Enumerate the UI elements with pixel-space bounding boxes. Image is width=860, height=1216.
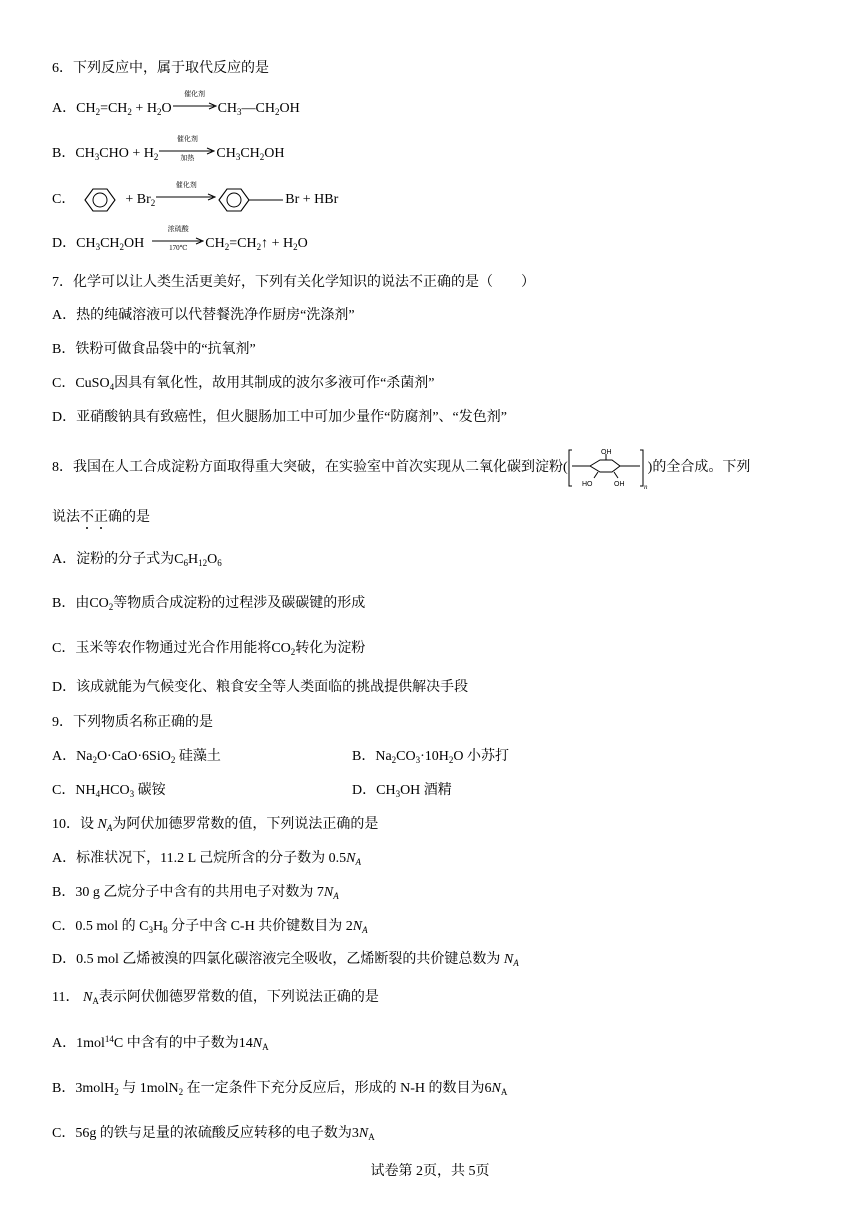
q10-stem — [52, 815, 378, 835]
formula-text: CH — [76, 101, 96, 116]
q11-option-b[interactable]: B．3molH$_2$ 与 1molN$_2$ 在一定条件下充分反应后，形成的 N-H 的数目为$6N_A$ — [52, 1081, 508, 1097]
option-text: H — [152, 919, 164, 934]
avogadro-subscript: A — [500, 1087, 508, 1097]
q8-option-d[interactable]: D．该成就能为气候变化、粮食安全等人类面临的挑战提供解决手段 — [52, 680, 469, 695]
option-text: 硅藻土 — [175, 749, 221, 764]
page-footer: 试卷第 2页，共 5页 — [370, 1164, 490, 1179]
stem-text: 10．设 — [52, 817, 98, 832]
option-text: C．0.5 mol 的 C — [52, 919, 149, 934]
subscript: 6 — [217, 558, 222, 568]
avogadro-symbol: N — [352, 919, 363, 934]
superscript: 14 — [104, 1034, 114, 1044]
stem-text: )的全合成。下列 — [647, 460, 751, 476]
subscript: 6 — [183, 558, 188, 568]
bromobenzene-ring-icon — [217, 188, 285, 212]
avogadro-symbol: N — [491, 1081, 501, 1096]
option-text: O 小苏打 — [453, 749, 510, 764]
avogadro-symbol: N — [346, 851, 356, 866]
avogadro-subscript: A — [362, 925, 368, 935]
avogadro-subscript: A — [106, 823, 113, 833]
q7-option-a[interactable]: A．热的纯碱溶液可以代替餐洗净作厨房“洗涤剂” — [52, 308, 355, 323]
option-text: B．30 g 乙烷分子中含有的共用电子对数为 7 — [52, 885, 324, 900]
formula-text: O — [297, 236, 308, 251]
q10-option-b[interactable] — [52, 883, 339, 903]
q10-option-d[interactable] — [52, 950, 519, 970]
starch-label: OH — [613, 481, 625, 488]
reaction-arrow — [152, 225, 204, 252]
avogadro-symbol: N — [82, 990, 93, 1005]
option-text: O — [207, 552, 218, 567]
q8-option-c[interactable]: C．玉米等农作物通过光合作用能将$CO_2$转化为淀粉 — [52, 641, 366, 657]
option-text: A．淀粉的分子式为C — [52, 552, 184, 567]
starch-label: n — [643, 483, 648, 490]
option-text: C 中含有的中子数为14 — [113, 1036, 253, 1051]
q6-option-c[interactable]: C． + $Br_2$ 催化剂 Br + HBr — [52, 188, 338, 212]
q11-option-a[interactable] — [52, 1034, 269, 1054]
avogadro-symbol: N — [503, 952, 514, 967]
option-text: B．由CO — [52, 596, 109, 611]
option-text: C．NH — [52, 783, 96, 798]
q7-stem: 7．化学可以让人类生活更美好，下列有关化学知识的说法不正确的是（ ） — [52, 275, 535, 290]
avogadro-subscript: A — [513, 958, 519, 968]
avogadro-symbol: N — [252, 1036, 263, 1051]
option-text: OH 酒精 — [400, 783, 452, 798]
avogadro-subscript: A — [355, 857, 361, 867]
formula-text: CHO + H — [99, 146, 154, 161]
q6-option-b[interactable]: B．$CH_3CHO + H_2$ 催化剂 加热 $CH_3CH_2OH$ — [52, 135, 285, 162]
subscript: 12 — [198, 558, 208, 568]
option-text: A．标准状况下，11.2 L 己烷所含的分子数为 0.5 — [52, 851, 347, 866]
option-text: C．玉米等农作物通过光合作用能将CO — [52, 641, 291, 656]
stem-text: 11． — [52, 990, 80, 1005]
q6-option-a[interactable]: A．$CH_2=CH_2 + H_2O$ 催化剂 $CH_3—CH_2OH$ — [52, 90, 300, 117]
formula-text: + H — [131, 101, 157, 116]
q9-stem: 9．下列物质名称正确的是 — [52, 715, 213, 730]
formula-text: CH — [75, 146, 95, 161]
benzene-ring-icon — [75, 188, 125, 212]
q9-option-b[interactable]: B．$Na_2CO_3\cdot 10H_2O$ 小苏打 — [352, 749, 510, 765]
option-text: 转化为淀粉 — [295, 641, 366, 656]
q6-option-d[interactable]: D．$CH_3CH_2OH$ 浓硫酸 170℃ $CH_2=CH_2↑ + H_2O$ — [52, 225, 308, 252]
option-text: CO — [396, 749, 416, 764]
formula-text: =CH — [100, 101, 128, 116]
option-text: A．1mol — [52, 1036, 105, 1051]
formula-text: CH — [100, 236, 120, 251]
arrow-condition: 催化剂 — [175, 181, 197, 190]
emphasis-text: 正 — [94, 510, 108, 525]
arrow-condition: 加热 — [180, 154, 195, 162]
arrow-condition: 催化剂 — [184, 90, 206, 98]
emphasis-text: 不 — [80, 510, 94, 525]
formula-text: CH — [240, 146, 260, 161]
formula-text: CH — [205, 236, 225, 251]
avogadro-symbol: N — [97, 817, 107, 832]
q8-stem-cont — [52, 508, 150, 528]
q7-option-c[interactable]: C．CuSO$_4$因具有氧化性，故用其制成的波尔多液可作“杀菌剂” — [52, 376, 435, 392]
arrow-condition: 催化剂 — [176, 135, 198, 143]
formula-text: CH — [216, 146, 236, 161]
option-text: 分子中含 C-H 共价键数目为 2 — [167, 919, 353, 934]
stem-text: 为阿伏加德罗常数的值，下列说法正确的是 — [112, 817, 379, 832]
q6-stem: 6．下列反应中，属于取代反应的是 — [52, 61, 269, 76]
formula-text: Br + HBr — [285, 192, 339, 208]
option-text: C．CuSO — [52, 376, 110, 391]
avogadro-subscript: A — [92, 996, 99, 1006]
formula-text: + Br — [125, 192, 151, 208]
q9-option-c[interactable]: C．$NH_4HCO_3$ 碳铵 — [52, 783, 166, 799]
option-text: O·CaO·6SiO — [96, 749, 171, 764]
option-text: 等物质合成淀粉的过程涉及碳碳键的形成 — [113, 596, 366, 611]
q10-option-a[interactable] — [52, 849, 361, 869]
reaction-arrow — [173, 90, 217, 113]
formula-text: ↑ + H — [261, 236, 294, 251]
q10-option-c[interactable]: C．0.5 mol 的 $C_3H_8$ 分子中含 C-H 共价键数目为 $2N_A$ — [52, 919, 368, 935]
option-text: C．56g 的铁与足量的浓硫酸反应转移的电子数为3 — [52, 1126, 359, 1141]
formula-text: —CH — [241, 101, 275, 116]
formula-text: CH — [217, 101, 238, 116]
option-text: D．CH — [352, 783, 396, 798]
formula-text: OH — [124, 236, 145, 251]
avogadro-symbol: N — [358, 1126, 369, 1141]
q8-option-b[interactable]: B．由$CO_2$等物质合成淀粉的过程涉及碳碳键的形成 — [52, 596, 366, 612]
avogadro-subscript: A — [333, 891, 339, 901]
option-label: C． — [52, 192, 76, 208]
stem-text: 表示阿伏伽德罗常数的值，下列说法正确的是 — [98, 990, 379, 1005]
formula-text: O — [161, 101, 172, 116]
reaction-arrow — [159, 135, 215, 162]
option-text: 与 1molN — [118, 1081, 179, 1096]
option-text: B．Na — [352, 749, 392, 764]
option-label: B． — [52, 146, 76, 161]
formula-text: =CH — [229, 236, 257, 251]
stem-text: 确的是 — [108, 510, 150, 525]
starch-structure-icon — [568, 446, 648, 490]
q8-stem — [52, 446, 750, 490]
formula-text: OH — [279, 101, 300, 116]
stem-text: 8．我国在人工合成淀粉方面取得重大突破，在实验室中首次实现从二氧化碳到淀粉( — [52, 460, 568, 476]
q7-option-d[interactable]: D．亚硝酸钠具有致癌性，但火腿肠加工中可加少量作“防腐剂”、“发色剂” — [52, 410, 507, 425]
avogadro-symbol: N — [323, 885, 334, 900]
option-label: A． — [52, 101, 77, 116]
option-text: 因具有氧化性，故用其制成的波尔多液可作“杀菌剂” — [114, 376, 435, 391]
avogadro-subscript: A — [262, 1042, 269, 1052]
formula-text: OH — [264, 146, 285, 161]
arrow-condition: 浓硫酸 — [167, 225, 189, 233]
q7-option-b[interactable]: B．铁粉可做食品袋中的“抗氧剂” — [52, 342, 256, 357]
option-label: D． — [52, 236, 77, 251]
q11-stem — [52, 988, 379, 1008]
avogadro-subscript: A — [368, 1132, 375, 1142]
stem-text: 说法 — [52, 510, 80, 525]
option-text: A．Na — [52, 749, 93, 764]
reaction-arrow — [156, 181, 216, 204]
option-text: D．0.5 mol 乙烯被溴的四氯化碳溶液完全吸收，乙烯断裂的共价键总数为 — [52, 952, 504, 967]
option-text: HCO — [100, 783, 130, 798]
option-text: H — [187, 552, 199, 567]
q9-option-a[interactable]: A．$Na_2O\cdot CaO\cdot 6SiO_2$ 硅藻土 — [52, 749, 221, 765]
option-text: 在一定条件下充分反应后，形成的 N-H 的数目为6 — [183, 1081, 492, 1096]
q9-option-d[interactable]: D．$CH_3OH$ 酒精 — [352, 783, 452, 799]
q11-option-c[interactable] — [52, 1124, 375, 1144]
option-text: ·10H — [420, 749, 449, 764]
starch-label: OH — [600, 449, 612, 456]
arrow-condition: 170℃ — [169, 244, 188, 252]
option-text: B．3molH — [52, 1081, 115, 1096]
option-text: 碳铵 — [134, 783, 166, 798]
q8-option-a[interactable] — [52, 550, 222, 570]
starch-label: HO — [581, 481, 593, 488]
formula-text: CH — [76, 236, 96, 251]
